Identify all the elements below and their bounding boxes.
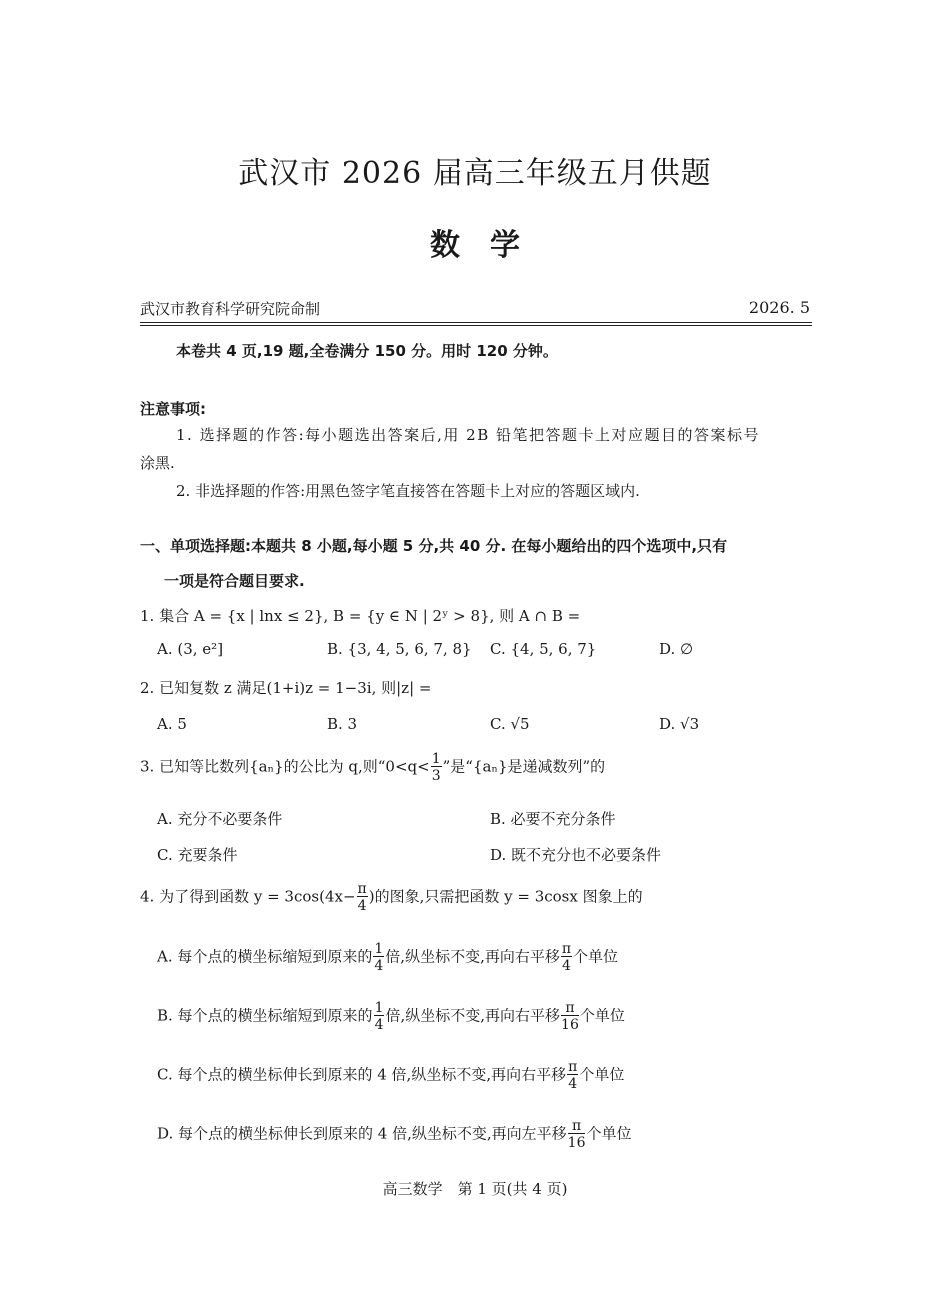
question-3-option-b: B. 必要不充分条件: [490, 810, 616, 828]
fraction: $\frac{\pi}{4}$: [561, 941, 572, 974]
fraction: $\frac{\pi}{16}$: [561, 1000, 579, 1033]
question-3-stem: 3. 已知等比数列{aₙ}的公比为 q,则“0<q< $\frac{1}{3}$ ”是“{aₙ}是递减数列”的: [140, 751, 606, 784]
exam-intro: 本卷共 4 页,19 题,全卷满分 150 分。用时 120 分钟。: [176, 342, 558, 360]
fraction: $\frac{1}{4}$: [374, 1000, 384, 1033]
question-4-option-d: D. 每个点的横坐标伸长到原来的 4 倍,纵坐标不变,再向左平移 $\frac{\pi}{16}$ 个单位: [157, 1118, 632, 1151]
question-3-option-a: A. 充分不必要条件: [157, 810, 283, 828]
question-4-stem: 4. 为了得到函数 y = 3cos(4x− $\frac{\pi}{4}$ )的图象,只需把函数 y = 3cosx 图象上的: [140, 881, 643, 914]
question-2-stem: 2. 已知复数 z 满足(1+i)z = 1−3i, 则|z| =: [140, 679, 432, 697]
exam-title: 武汉市 2026 届高三年级五月供题: [238, 156, 712, 191]
question-4-option-a: A. 每个点的横坐标缩短到原来的 $\frac{1}{4}$ 倍,纵坐标不变,再向右平移 $\frac{\pi}{4}$ 个单位: [157, 941, 619, 974]
notice-heading: 注意事项:: [140, 400, 206, 418]
exam-date: 2026. 5: [748, 298, 810, 317]
fraction: $\frac{\pi}{4}$: [357, 881, 367, 914]
fraction: $\frac{\pi}{16}$: [567, 1118, 586, 1151]
notice-item-2: 2. 非选择题的作答:用黑色签字笔直接答在答题卡上对应的答题区域内.: [176, 482, 640, 500]
header-rule-bottom: [140, 325, 812, 326]
subject-title: 数学: [430, 228, 550, 263]
question-3-option-d: D. 既不充分也不必要条件: [490, 846, 662, 864]
fraction: $\frac{\pi}{4}$: [568, 1059, 578, 1092]
question-2-option-b: B. 3: [327, 715, 358, 733]
issuer: 武汉市教育科学研究院命制: [140, 300, 321, 318]
question-1-option-b: B. {3, 4, 5, 6, 7, 8}: [327, 640, 472, 658]
question-1-option-a: A. (3, e²]: [157, 640, 224, 658]
fraction: $\frac{1}{3}$: [431, 751, 441, 784]
section-heading: 一、单项选择题:本题共 8 小题,每小题 5 分,共 40 分. 在每小题给出的四个选项中,只有: [140, 537, 728, 555]
notice-item-1: 1. 选择题的作答:每小题选出答案后,用 2B 铅笔把答题卡上对应题目的答案标号: [176, 426, 761, 444]
question-2-option-c: C. √5: [490, 715, 530, 733]
section-heading-cont: 一项是符合题目要求.: [164, 572, 305, 590]
question-4-option-c: C. 每个点的横坐标伸长到原来的 4 倍,纵坐标不变,再向右平移 $\frac{\pi}{4}$ 个单位: [157, 1059, 625, 1092]
question-2-option-a: A. 5: [157, 715, 187, 733]
question-2-option-d: D. √3: [659, 715, 700, 733]
question-3-option-c: C. 充要条件: [157, 846, 238, 864]
question-1-option-c: C. {4, 5, 6, 7}: [490, 640, 597, 658]
question-1-option-d: D. ∅: [659, 640, 694, 658]
header-rule-top: [140, 322, 812, 323]
fraction: $\frac{1}{4}$: [374, 941, 384, 974]
page-footer: 高三数学 第 1 页(共 4 页): [382, 1180, 568, 1198]
question-4-option-b: B. 每个点的横坐标缩短到原来的 $\frac{1}{4}$ 倍,纵坐标不变,再向右平移 $\frac{\pi}{16}$ 个单位: [157, 1000, 625, 1033]
notice-item-1-cont: 涂黑.: [140, 454, 175, 472]
question-1-stem: 1. 集合 A = {x | lnx ≤ 2}, B = {y ∈ N | 2ʸ > 8}, 则 A ∩ B =: [140, 607, 581, 625]
